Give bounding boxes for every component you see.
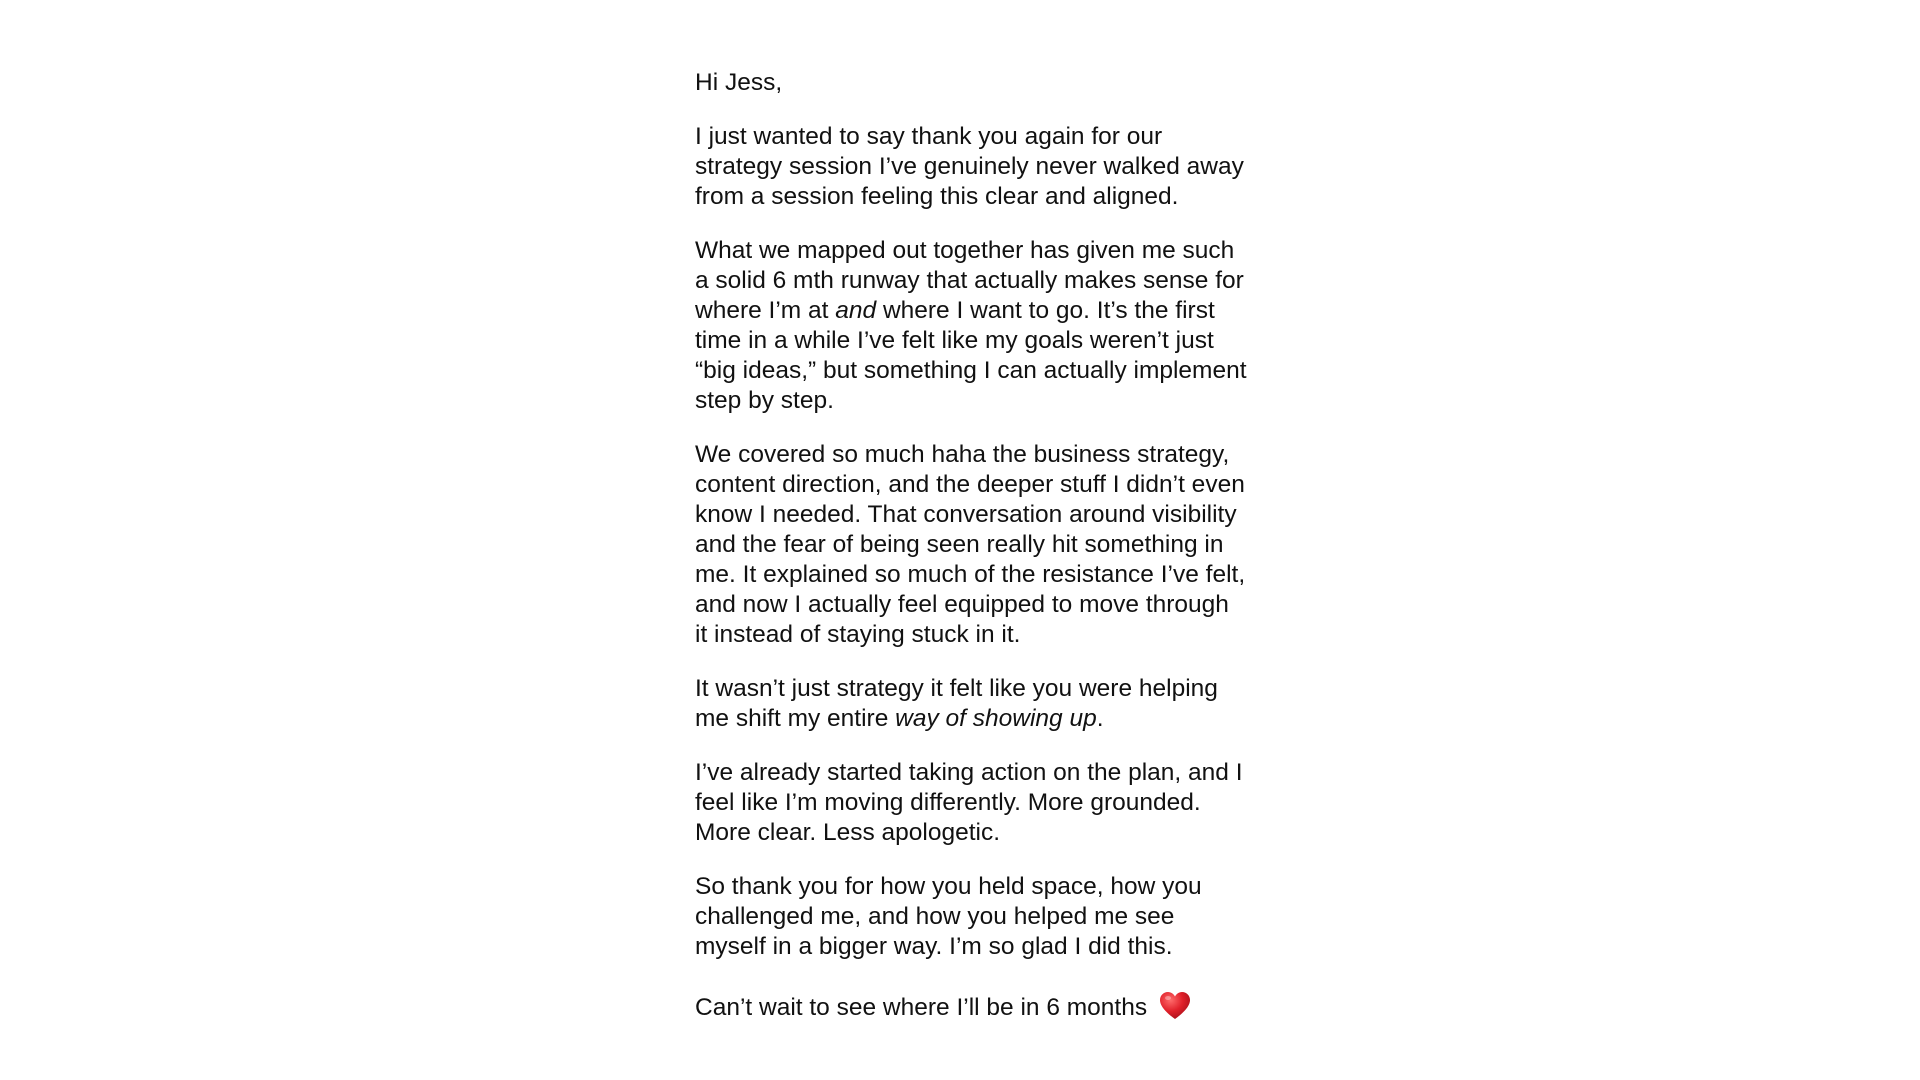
letter-body	[695, 68, 1275, 1052]
paragraph-gratitude: So thank you for how you held space, how you challenged me, and how you helped me see myself in a bigger way. I’m so glad I did this.	[695, 873, 1202, 960]
paragraph-thanks: I just wanted to say thank you again for our strategy session I’ve genuinely never walked away from a session feeling this clear and aligned.	[695, 123, 1244, 210]
paragraph-action: I’ve already started taking action on the plan, and I feel like I’m moving differently. More grounded. More clear. Less apologetic.	[695, 759, 1243, 846]
closing-line: Can’t wait to see where I’ll be in 6 months	[695, 992, 1275, 1028]
paragraph-showing-up: It wasn’t just strategy it felt like you were helping me shift my entire way of showing up.	[695, 675, 1218, 732]
paragraph-runway: What we mapped out together has given me such a solid 6 mth runway that actually makes sense for where I’m at and where I want to go. It’s the first time in a while I’ve felt like my goals weren’t just “big ideas,” but something I can actually implement step by step.	[695, 237, 1247, 414]
emphasis-way-of-showing-up: way of showing up	[895, 705, 1097, 732]
emphasis-and: and	[835, 297, 877, 324]
red-heart-icon	[1160, 992, 1190, 1028]
greeting: Hi Jess,	[695, 69, 783, 96]
paragraph-covered: We covered so much haha the business strategy, content direction, and the deeper stuff I didn’t even know I needed. That conversation around visibility and the fear of being seen really hit something in me. It explained so much of the resistance I’ve felt, and now I actually feel equipped to move through it instead of staying stuck in it.	[695, 441, 1246, 648]
